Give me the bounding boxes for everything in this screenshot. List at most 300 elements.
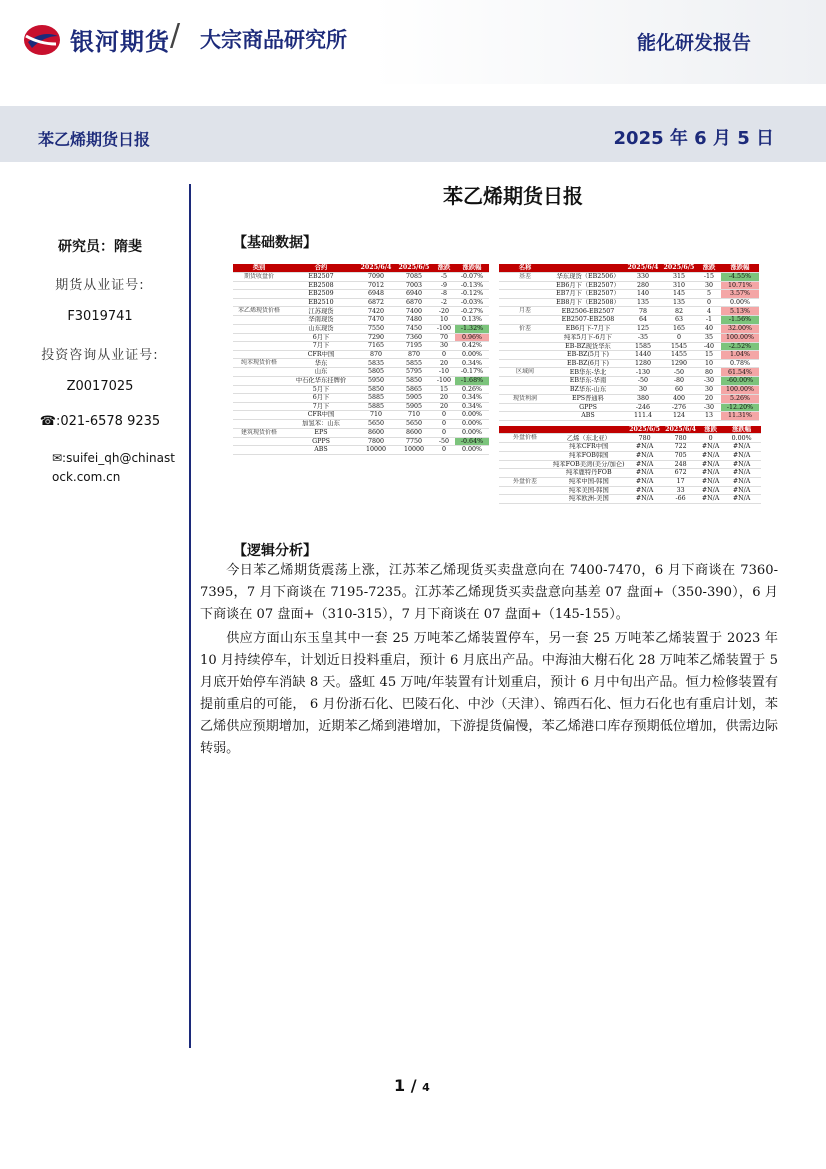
left-table-cell: 7085 [395,272,433,281]
right-table-cell: 125 [625,324,661,333]
right-table-cell: EPS普通料 [551,394,625,403]
left-table-cell: 870 [357,350,395,359]
right-table-cell: -276 [661,403,697,412]
right-table-category-cell [499,412,551,421]
ext-table-row [499,460,761,469]
ext-table-cell: 248 [663,460,699,469]
right-table-header-cell: 名称 [499,264,551,272]
right-table-cell: 315 [661,272,697,281]
left-table-cell: 7470 [357,316,395,325]
left-table-row [233,368,489,377]
ext-table-cell: #N/A [723,469,761,478]
left-table-cell: 5850 [357,385,395,394]
left-table-cell: 山东现货 [285,324,357,333]
left-table-cell: 710 [395,411,433,420]
researcher-sidebar [20,236,180,505]
right-table-cell: -80 [661,377,697,386]
right-table-cell: 华东现货（EB2506） [551,272,625,281]
right-table-category-cell [499,316,551,325]
left-table-cell: -0.03% [455,298,489,307]
ext-table-cell: 705 [663,451,699,460]
right-table-category-cell: 月差 [499,307,551,316]
ext-table-cell: #N/A [723,460,761,469]
right-table-cell: -35 [625,333,661,342]
right-table-cell: 10 [697,359,721,368]
left-table-cell: 中石化华东挂牌价 [285,376,357,385]
right-table-cell: 140 [625,290,661,299]
left-table-cell: -100 [433,376,455,385]
company-name: 银河期货 [70,28,170,56]
right-table-row [499,333,759,342]
right-table-cell: 1.04% [721,351,759,360]
right-table-cell: EB6月下（EB2507） [551,281,625,290]
left-table-row [233,419,489,428]
left-table-cell: 7800 [357,437,395,446]
right-table-row [499,394,759,403]
right-table-row [499,368,759,377]
left-table-category-cell [233,437,285,446]
left-table-cell: 7090 [357,272,395,281]
right-table-header-cell: 涨跌 [697,264,721,272]
left-table-category-cell [233,324,285,333]
left-table-header-cell: 涨跌 [433,264,455,272]
right-table-cell: -12.20% [721,403,759,412]
right-table-cell: -50 [661,368,697,377]
left-table-row [233,411,489,420]
right-table-cell: 0 [661,333,697,342]
left-table-cell: 15 [433,385,455,394]
right-table-cell: BZ华东-山东 [551,385,625,394]
ext-table-cell: #N/A [723,486,761,495]
right-table-cell: 32.00% [721,324,759,333]
right-table-row [499,351,759,360]
left-table-cell: EB2508 [285,281,357,290]
left-table-category-cell: 建筑现货价格 [233,428,285,437]
ext-table-row [499,443,761,452]
left-table-cell: -0.64% [455,437,489,446]
left-table-category-cell: 纯苯现货价格 [233,359,285,368]
ext-table-row [499,434,761,443]
left-table-cell: 0.13% [455,316,489,325]
right-data-table-wrap [499,264,761,504]
left-table-cell: 0.00% [455,419,489,428]
futures-license-number: F3019741 [67,309,133,324]
right-table-cell: 80 [697,368,721,377]
left-table-cell: 7012 [357,281,395,290]
left-table-cell: 5795 [395,368,433,377]
left-table-cell: 20 [433,402,455,411]
left-table-cell: 7450 [395,324,433,333]
right-table-row [499,307,759,316]
left-table-cell: 6872 [357,298,395,307]
right-table-category-cell: 价差 [499,324,551,333]
left-table-category-cell [233,411,285,420]
right-table-row [499,342,759,351]
ext-table-cell: #N/A [723,477,761,486]
right-table-category-cell [499,385,551,394]
page-number: 1 / 4 [394,1076,430,1095]
ext-table-cell: 纯苯FOB美湾(美分/加仑) [553,460,625,468]
right-table-cell: EB-BZ现货华东 [551,342,625,351]
right-table-cell: 30 [697,281,721,290]
ext-table-category-cell [499,460,551,469]
right-table-category-cell [499,281,551,290]
left-table-category-cell [233,376,285,385]
ext-table-cell: #N/A [627,443,663,452]
ext-table-category-cell: 外盘价差 [499,477,551,486]
left-table-cell: -0.07% [455,272,489,281]
left-table-category-cell [233,316,285,325]
right-table-cell: -60.00% [721,377,759,386]
right-table-cell: 64 [625,316,661,325]
ext-table-cell: 纯苯CFR中国 [551,443,627,452]
right-table-cell: -30 [697,403,721,412]
left-table-cell: GPPS [285,437,357,446]
ext-table-category-cell [499,495,551,504]
left-table-cell: 30 [433,342,455,351]
left-table-category-cell [233,385,285,394]
left-table-cell: 6月下 [285,394,357,403]
ext-table-cell: #N/A [627,451,663,460]
right-table-cell: 3.57% [721,290,759,299]
left-table-cell: -1.68% [455,376,489,385]
left-table-cell: ABS [285,446,357,455]
left-table-cell: -100 [433,324,455,333]
left-table-row [233,324,489,333]
left-table-cell: 7195 [395,342,433,351]
ext-table-cell: 672 [663,469,699,478]
left-table-row [233,298,489,307]
left-table-row [233,385,489,394]
left-table-cell: 10000 [395,446,433,455]
left-table-cell: 0.00% [455,350,489,359]
left-table-category-cell [233,446,285,455]
ext-table-header-cell: 2025/6/4 [663,426,699,434]
left-table-cell: 华东 [285,359,357,368]
left-table-cell: -5 [433,272,455,281]
left-table-row [233,394,489,403]
left-table-cell: 0.00% [455,411,489,420]
ext-table-cell: 780 [663,434,699,443]
left-table-cell: -0.13% [455,281,489,290]
left-table-row [233,281,489,290]
right-table-cell: -130 [625,368,661,377]
left-table-cell: 0 [433,446,455,455]
ext-table-cell: 纯苯欧洲-美国 [551,495,627,504]
ext-table-cell: #N/A [699,451,723,460]
left-table-cell: 7165 [357,342,395,351]
right-table-cell: 1585 [625,342,661,351]
left-table-cell: -50 [433,437,455,446]
section-logic-analysis: 【逻辑分析】 [233,543,317,559]
right-table-cell: 5 [697,290,721,299]
right-table-category-cell [499,290,551,299]
left-table-cell: 0.42% [455,342,489,351]
ext-table-row [499,486,761,495]
left-table-cell: EPS [285,428,357,437]
spread-profit-table [499,264,759,421]
left-table-row [233,333,489,342]
right-table-category-cell: 基差 [499,272,551,281]
left-data-table-wrap [233,264,489,455]
ext-table-category-cell [499,443,551,452]
left-table-cell: 7480 [395,316,433,325]
left-table-cell: 7550 [357,324,395,333]
right-table-cell: -4.55% [721,272,759,281]
ext-table-category-cell [499,486,551,495]
ext-table-header-cell: 涨跌 [699,426,723,434]
ext-table-cell: -66 [663,495,699,504]
left-table-cell: EB2510 [285,298,357,307]
left-table-cell: 0 [433,419,455,428]
left-table-cell: 7290 [357,333,395,342]
right-table-row [499,359,759,368]
ext-table-cell: 0 [699,434,723,443]
left-table-cell: 山东 [285,368,357,377]
ext-table-header-cell [551,426,627,434]
ext-table-header-cell [499,426,551,434]
ext-table-category-cell [499,451,551,460]
left-table-cell: 5650 [395,419,433,428]
left-table-cell: -0.27% [455,307,489,316]
ext-table-row [499,477,761,486]
left-table-cell: 0.96% [455,333,489,342]
right-table-cell: 380 [625,394,661,403]
ext-table-cell: 780 [627,434,663,443]
ext-table-category-cell [499,469,551,478]
left-table-cell: 20 [433,359,455,368]
left-table-row [233,376,489,385]
ext-table-cell: 纯苯FOB韩国 [551,451,627,460]
futures-license-label: 期货从业证号: [55,278,145,293]
left-table-row [233,290,489,299]
right-table-row [499,272,759,281]
ext-table-row [499,495,761,504]
ext-table-header-row [499,426,761,434]
left-table-cell: 0 [433,411,455,420]
left-table-cell: 10000 [357,446,395,455]
left-table-cell: 5885 [357,394,395,403]
ext-table-cell: 0.00% [723,434,761,443]
galaxy-logo-icon [22,22,62,58]
right-table-header-cell [551,264,625,272]
analysis-paragraph-2: 供应方面山东玉皇其中一套 25 万吨苯乙烯装置停车，另一套 25 万吨苯乙烯装置于 2023 年 10 月持续停车，计划近日投料重启，预计 6 月底出产品。中海油大榭石化 28 万吨苯乙烯装置于 5 月底开始停车消缺 8 天。盛虹 45 万吨/年装置有计划重启，预计 6 月中旬出产品。恒力检修装置有提前重启的可能， 6 月份浙石化、巴陵石化、中沙（天津）、锦西石化、恒力石化也有重启计划，苯乙烯供应预期增加，近期苯乙烯到港增加，下游提货偏慢，苯乙烯港口库存预期低位增加，供需边际转弱。 [200,631,778,756]
left-table-cell: -1.32% [455,324,489,333]
left-table-header-row [233,264,489,272]
ext-table-row [499,469,761,478]
right-table-cell: 100.00% [721,333,759,342]
ext-table-row [499,451,761,460]
left-table-row [233,428,489,437]
right-table-cell: 4 [697,307,721,316]
right-table-cell: 124 [661,412,697,421]
left-table-cell: 6月下 [285,333,357,342]
left-table-category-cell [233,350,285,359]
right-table-cell: 82 [661,307,697,316]
left-table-cell: 70 [433,333,455,342]
ext-table-header-cell: 涨跌幅 [723,426,761,434]
right-table-cell: 330 [625,272,661,281]
left-table-cell: 7750 [395,437,433,446]
left-table-row [233,272,489,281]
right-table-cell: 310 [661,281,697,290]
page-total: 4 [422,1081,430,1094]
right-table-cell: 63 [661,316,697,325]
ext-table-cell: #N/A [699,495,723,504]
left-table-cell: 0.34% [455,402,489,411]
left-table-cell: 870 [395,350,433,359]
left-table-cell: 江苏现货 [285,307,357,316]
right-table-row [499,377,759,386]
left-table-cell: 7360 [395,333,433,342]
right-table-cell: EB2507-EB2508 [551,316,625,325]
left-table-cell: 0.00% [455,446,489,455]
right-table-row [499,324,759,333]
ext-table-header-cell: 2025/6/5 [627,426,663,434]
right-table-cell: 1545 [661,342,697,351]
email-address[interactable]: ✉:suifei_qh@chinastock.com.cn [52,451,175,484]
left-table-cell: 5月下 [285,385,357,394]
right-table-cell: -2.52% [721,342,759,351]
right-table-cell: -30 [697,377,721,386]
ext-table-cell: #N/A [627,460,663,469]
left-table-row [233,402,489,411]
page-current: 1 [394,1076,406,1095]
left-table-row [233,359,489,368]
left-table-cell: CFR中国 [285,411,357,420]
right-table-cell: EB华东-华北 [551,368,625,377]
right-table-cell: 280 [625,281,661,290]
right-table-header-cell: 涨跌幅 [721,264,759,272]
right-table-cell: -50 [625,377,661,386]
left-table-cell: 加氢苯：山东 [285,419,357,428]
right-table-category-cell [499,359,551,368]
left-table-category-cell [233,333,285,342]
left-table-cell: 5805 [357,368,395,377]
ext-table-cell: #N/A [627,486,663,495]
right-table-cell: ABS [551,412,625,421]
right-table-category-cell [499,342,551,351]
right-table-category-cell [499,333,551,342]
left-table-category-cell [233,368,285,377]
left-table-row [233,350,489,359]
right-table-cell: -1 [697,316,721,325]
ext-table-cell: 纯苯中国-韩国 [551,477,627,486]
analysis-body [200,560,778,760]
right-table-cell: 13 [697,412,721,421]
right-table-cell: 0.78% [721,359,759,368]
analysis-paragraph-1: 今日苯乙烯期货震荡上涨，江苏苯乙烯现货买卖盘意向在 7400-7470，6 月下商谈在 7360-7395，7 月下商谈在 7195-7235。江苏苯乙烯现货买卖盘意向基差 07 盘面+（350-390），6 月下商谈在 07 盘面+（310-315），7 月下商谈在 07 盘面+（145-155）。 [200,563,778,622]
ext-table-cell: #N/A [627,469,663,478]
left-table-cell: 5850 [395,376,433,385]
left-table-cell: 5650 [357,419,395,428]
ext-table-cell: 纯苯美国-韩国 [551,486,627,495]
left-table-cell: 0 [433,350,455,359]
left-table-row [233,437,489,446]
left-table-header-cell: 涨跌幅 [455,264,489,272]
right-table-cell: 11.31% [721,412,759,421]
left-table-category-cell: 苯乙烯现货价格 [233,307,285,316]
left-table-cell: 5885 [357,402,395,411]
left-table-cell: -20 [433,307,455,316]
consult-license-label: 投资咨询从业证号: [41,348,159,363]
right-table-cell: EB华东-华南 [551,377,625,386]
right-table-cell: 0 [697,298,721,307]
left-table-category-cell [233,290,285,299]
left-table-cell: 5835 [357,359,395,368]
ext-table-cell: #N/A [699,486,723,495]
right-table-cell: 30 [697,385,721,394]
report-date: 2025 年 6 月 5 日 [613,128,774,149]
left-table-cell: EB2509 [285,290,357,299]
ext-table-cell: 纯苯鹿特丹FOB [551,469,627,478]
left-table-cell: 20 [433,394,455,403]
right-table-row [499,316,759,325]
left-table-cell: 华南现货 [285,316,357,325]
right-table-cell: -246 [625,403,661,412]
right-table-cell: 1280 [625,359,661,368]
ext-table-cell: #N/A [699,460,723,469]
right-table-cell: EB-BZ(5月下) [551,351,625,360]
right-table-category-cell [499,403,551,412]
left-table-cell: 8600 [395,428,433,437]
right-table-row [499,290,759,299]
right-table-cell: 5.26% [721,394,759,403]
left-table-category-cell [233,419,285,428]
right-table-cell: 165 [661,324,697,333]
left-table-cell: -2 [433,298,455,307]
left-table-header-cell: 2025/6/4 [357,264,395,272]
right-table-cell: 135 [661,298,697,307]
left-table-cell: -10 [433,368,455,377]
right-table-cell: 0.00% [721,298,759,307]
right-table-category-cell [499,377,551,386]
left-table-cell: -8 [433,290,455,299]
main-title: 苯乙烯期货日报 [443,184,583,208]
right-table-header-row [499,264,759,272]
left-table-row [233,307,489,316]
ext-table-cell: #N/A [699,477,723,486]
left-table-cell: 0.34% [455,394,489,403]
futures-spot-table [233,264,489,455]
right-table-category-cell: 区域间 [499,368,551,377]
right-table-row [499,403,759,412]
left-table-cell: 7420 [357,307,395,316]
right-table-cell: -15 [697,272,721,281]
ext-table-cell: 33 [663,486,699,495]
report-type: 能化研发报告 [636,32,751,54]
right-table-cell: 5.13% [721,307,759,316]
sidebar-divider [189,184,191,1048]
right-table-cell: EB7月下（EB2507） [551,290,625,299]
left-table-cell: 0.34% [455,359,489,368]
right-table-row [499,385,759,394]
left-table-cell: -0.17% [455,368,489,377]
left-table-cell: 0.26% [455,385,489,394]
right-table-cell: 30 [625,385,661,394]
left-table-cell: 0.00% [455,428,489,437]
right-table-row [499,412,759,421]
left-table-category-cell [233,394,285,403]
right-table-cell: 400 [661,394,697,403]
left-table-header-cell: 类别 [233,264,285,272]
left-table-category-cell [233,298,285,307]
left-table-cell: -0.12% [455,290,489,299]
left-table-category-cell [233,402,285,411]
right-table-header-cell: 2025/6/5 [661,264,697,272]
left-table-row [233,316,489,325]
report-header [0,0,826,84]
